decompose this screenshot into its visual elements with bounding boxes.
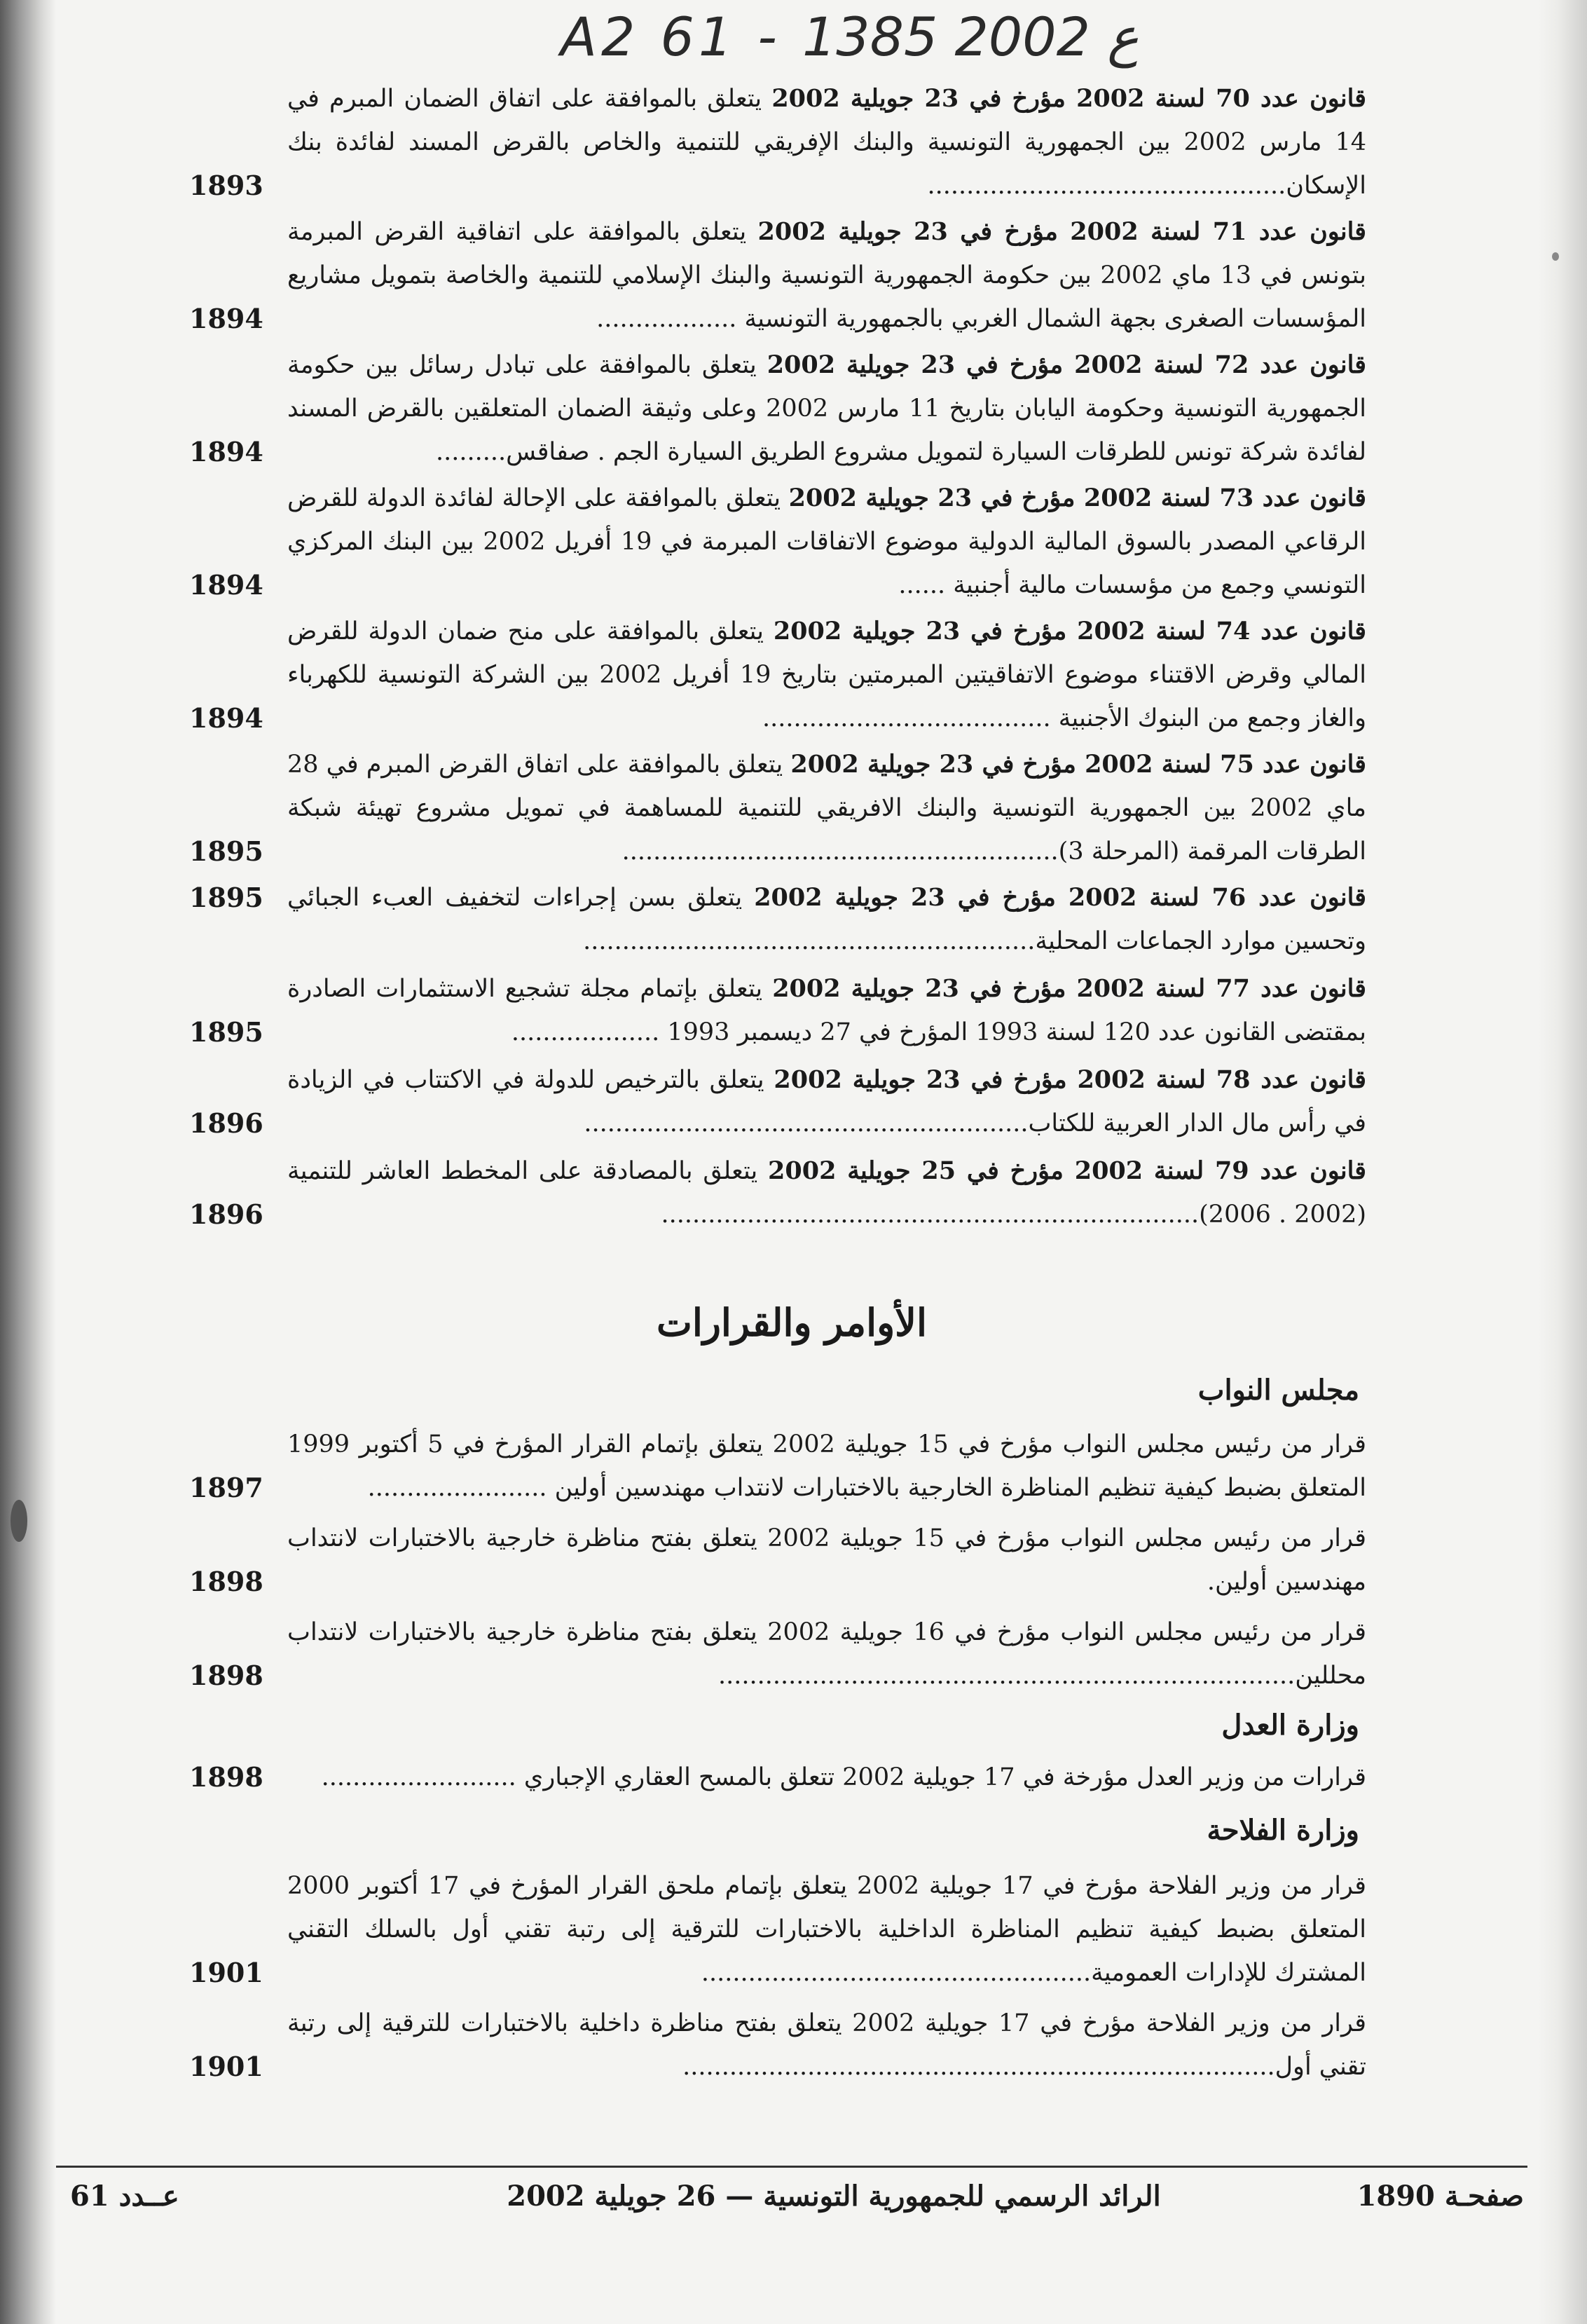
decree-entry[interactable] [189,1864,1366,1995]
scan-shadow-right [1538,0,1587,2324]
law-text: قانون عدد 70 لسنة 2002 مؤرخ في 23 جويلية 2002 يتعلق بالموافقة على اتفاق الضمان المبرم في 14 مارس 2002 بين الجمهورية التونسية والبنك الإفريقي للتنمية والخاص بالقرض المسند لفائدة بنك الإسكان.............................................. [287,84,1366,200]
law-entry-75[interactable] [189,743,1366,873]
footer-rule [56,2166,1527,2168]
law-entry-78[interactable] [189,1058,1366,1145]
law-entry-74[interactable] [189,610,1366,740]
footer-issue-number: عــدد 61 [70,2180,179,2213]
page-number: 1896 [189,1107,263,1139]
decree-entry[interactable] [189,1423,1366,1510]
decree-entry[interactable] [189,1611,1366,1697]
decree-text: قرار من وزير الفلاحة مؤرخ في 17 جويلية 2002 يتعلق بفتح مناظرة داخلية بالاختبارات للترقية إلى رتبة تقني أول............................................................................ [287,2009,1367,2081]
decree-text: قرار من وزير الفلاحة مؤرخ في 17 جويلية 2002 يتعلق بإتمام ملحق القرار المؤرخ في 17 أكتوبر 2000 المتعلق بضبط كيفية تنظيم المناظرة الداخلية بالاختبارات للترقية إلى رتبة تقني أول بالسلك التقني المشترك للإدارات العمومية.................................................. [287,1872,1366,1987]
page-number: 1895 [189,882,263,913]
page-number: 1894 [189,702,263,734]
decree-text: قرار من رئيس مجلس النواب مؤرخ في 16 جويلية 2002 يتعلق بفتح مناظرة خارجية بالاختبارات لانتداب محللين.......................................................................... [287,1618,1366,1690]
law-text: قانون عدد 74 لسنة 2002 مؤرخ في 23 جويلية 2002 يتعلق بالموافقة على منح ضمان الدولة للقرض المالي وقرض الاقتناء موضوع الاتفاقيتين المبرمتين بتاريخ 19 أفريل 2002 بين الشركة التونسية للكهرباء والغاز وجمع من البنوك الأجنبية ..................................... [287,617,1366,732]
page-number: 1901 [189,1957,263,1988]
law-entry-70[interactable] [189,77,1366,207]
footer-journal-title: الرائد الرسمي للجمهورية التونسية — 26 جويلية 2002 [507,2180,1161,2213]
decree-text: قرار من رئيس مجلس النواب مؤرخ في 15 جويلية 2002 يتعلق بإتمام القرار المؤرخ في 5 أكتوبر 1999 المتعلق بضبط كيفية تنظيم المناظرة الخارجية بالاختبارات لانتداب مهندسين أولين ....................... [287,1430,1366,1502]
scan-speck [1552,252,1559,261]
law-text: قانون عدد 73 لسنة 2002 مؤرخ في 23 جويلية 2002 يتعلق بالموافقة على الإحالة لفائدة الدولة للقرض الرقاعي المصدر بالسوق المالية الدولية موضوع الاتفاقات المبرمة في 19 أفريل 2002 بين البنك المركزي التونسي وجمع من مؤسسات مالية أجنبية ...... [287,484,1366,599]
ministry-heading-justice: وزارة العدل [1221,1709,1359,1742]
page-number: 1895 [189,1016,263,1048]
law-text: قانون عدد 71 لسنة 2002 مؤرخ في 23 جويلية 2002 يتعلق بالموافقة على اتفاقية القرض المبرمة بتونس في 13 ماي 2002 بين حكومة الجمهورية التونسية والبنك الإسلامي للتنمية والخاصة بتمويل مشاريع المؤسسات الصغرى بجهة الشمال الغربي بالجمهورية التونسية .................. [287,217,1366,333]
page-number: 1898 [189,1660,263,1691]
decree-text: قرارات من وزير العدل مؤرخة في 17 جويلية 2002 تتعلق بالمسح العقاري الإجباري ......................... [321,1763,1366,1791]
law-text: قانون عدد 75 لسنة 2002 مؤرخ في 23 جويلية 2002 يتعلق بالموافقة على اتفاق القرض المبرم في 28 ماي 2002 بين الجمهورية التونسية والبنك الافريقي للتنمية للمساهمة في تمويل مشروع تهيئة شبكة الطرقات المرقمة (المرحلة 3)........................................................ [287,750,1366,866]
decree-entry[interactable] [189,1517,1366,1604]
section-title: الأوامر والقرارات [657,1300,927,1345]
page-number: 1895 [189,835,263,867]
page-number: 1898 [189,1566,263,1597]
law-text: قانون عدد 79 لسنة 2002 مؤرخ في 25 جويلية 2002 يتعلق بالمصادقة على المخطط العاشر للتنمية (2002 . 2006)..................................................................... [287,1156,1366,1229]
law-text: قانون عدد 77 لسنة 2002 مؤرخ في 23 جويلية 2002 يتعلق بإتمام مجلة تشجيع الاستثمارات الصادرة بمقتضى القانون عدد 120 لسنة 1993 المؤرخ في 27 ديسمبر 1993 ................... [287,974,1366,1046]
law-entry-79[interactable] [189,1149,1366,1236]
decree-entry[interactable] [189,1756,1366,1799]
page-number: 1894 [189,303,263,334]
law-entry-77[interactable] [189,967,1366,1054]
ministry-heading-parliament: مجلس النواب [1197,1374,1359,1407]
footer-page-label: صفحـة 1890 [1356,2180,1524,2213]
page-number: 1894 [189,569,263,601]
handwritten-annotation: A2 61 - ع 2002 1385 [561,6,1139,68]
scan-shadow-left [0,0,56,2324]
law-entry-73[interactable] [189,477,1366,607]
law-text: قانون عدد 76 لسنة 2002 مؤرخ في 23 جويلية 2002 يتعلق بسن إجراءات لتخفيف العبء الجبائي وتحسين موارد الجماعات المحلية.......................................................... [287,883,1366,955]
law-entry-76[interactable] [189,876,1366,963]
ministry-heading-agriculture: وزارة الفلاحة [1207,1814,1359,1847]
scan-speck [11,1500,27,1542]
page-number: 1894 [189,436,263,467]
law-text: قانون عدد 78 لسنة 2002 مؤرخ في 23 جويلية 2002 يتعلق بالترخيص للدولة في الاكتتاب في الزيادة في رأس مال الدار العربية للكتاب......................................................... [287,1065,1366,1137]
decree-entry[interactable] [189,2002,1366,2089]
page-number: 1896 [189,1198,263,1230]
law-entry-72[interactable] [189,343,1366,474]
decree-text: قرار من رئيس مجلس النواب مؤرخ في 15 جويلية 2002 يتعلق بفتح مناظرة خارجية بالاختبارات لانتداب مهندسين أولين. [287,1524,1366,1596]
page-number: 1898 [189,1761,263,1793]
page-number: 1901 [189,2051,263,2082]
page-number: 1893 [189,170,263,201]
law-entry-71[interactable] [189,210,1366,341]
law-text: قانون عدد 72 لسنة 2002 مؤرخ في 23 جويلية 2002 يتعلق بالموافقة على تبادل رسائل بين حكومة الجمهورية التونسية وحكومة اليابان بتاريخ 11 مارس 2002 وعلى وثيقة الضمان المتعلقين بالقرض المسند لفائدة شركة تونس للطرقات السيارة لتمويل مشروع الطريق السيارة الجم . صفاقس......... [287,350,1367,466]
page-number: 1897 [189,1472,263,1503]
